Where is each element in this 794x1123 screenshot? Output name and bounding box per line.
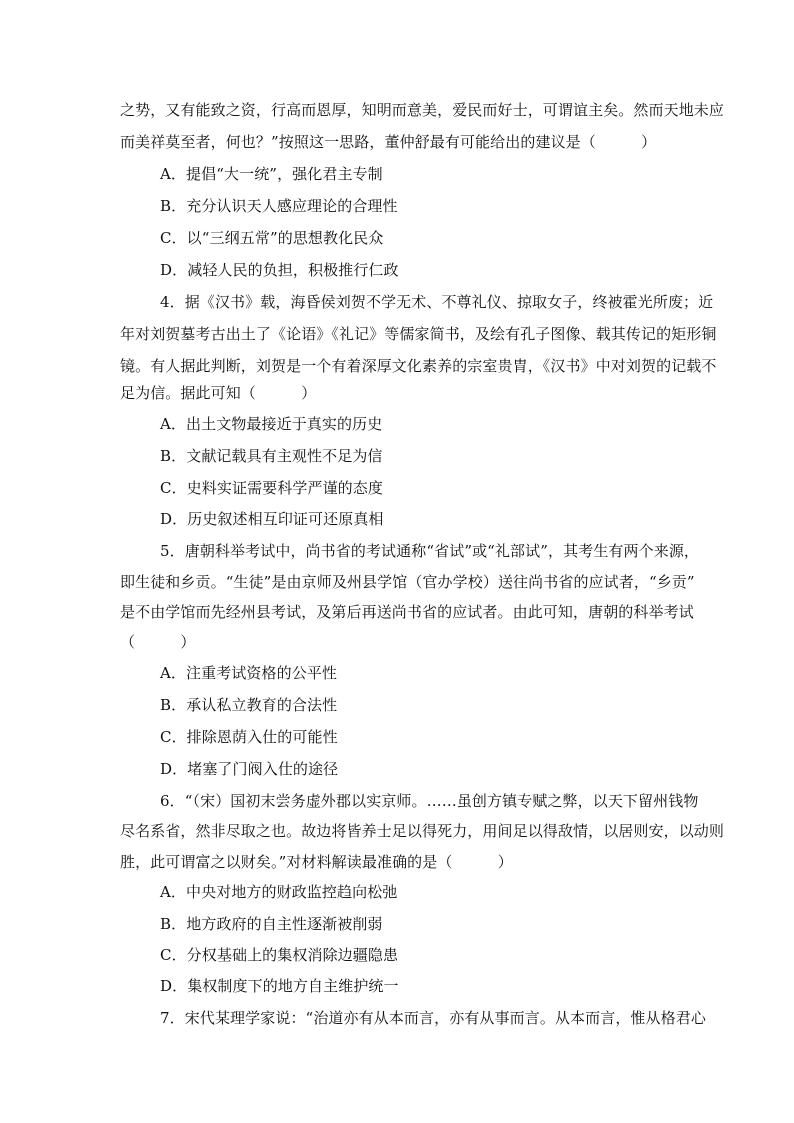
option-b: B．文献记载具有主观性不足为信 — [160, 447, 383, 465]
option-b: B．承认私立教育的合法性 — [160, 696, 338, 714]
question-7-line-1: 7．宋代某理学家说：“治道亦有从本而言，亦有从事而言。从本而言，惟从格君心 — [160, 1009, 706, 1027]
question-5-line-3: 是不由学馆而先经州县考试，及第后再送尚书省的应试者。由此可知，唐朝的科举考试 — [120, 603, 694, 621]
question-6-line-2: 尽名系省，然非尽取之也。故边将皆养士足以得死力，用间足以得敌情，以居则安，以动则 — [120, 822, 725, 840]
question-4-line-1: 4．据《汉书》载，海昏侯刘贺不学无术、不尊礼仪、掠取女子，终被霍光所废；近 — [160, 293, 714, 311]
question-5-line-4: （ ） — [120, 633, 196, 651]
intro-line-2: 而美祥莫至者，何也？”按照这一思路，董仲舒最有可能给出的建议是（ ） — [120, 133, 657, 151]
option-c: C．分权基础上的集权消除边疆隐患 — [160, 946, 399, 964]
question-5-line-1: 5．唐朝科举考试中，尚书省的考试通称“省试”或“礼部试”，其考生有两个来源， — [160, 542, 700, 560]
question-6-line-3: 胜，此可谓富之以财矣。”对材料解读最准确的是（ ） — [120, 853, 513, 871]
option-a: A．注重考试资格的公平性 — [160, 664, 338, 682]
question-5-line-2: 即生徒和乡贡。“生徒”是由京师及州县学馆（官办学校）送往尚书省的应试者，“乡贡” — [120, 573, 695, 591]
intro-line-1: 之势，又有能致之资，行高而恩厚，知明而意美，爱民而好士，可谓谊主矣。然而天地未应 — [120, 101, 725, 119]
option-b: B．地方政府的自主性逐渐被削弱 — [160, 915, 383, 933]
option-a: A．出土文物最接近于真实的历史 — [160, 415, 383, 433]
option-b: B．充分认识天人感应理论的合理性 — [160, 197, 398, 215]
option-d: D．堵塞了门阀入仕的途径 — [160, 760, 339, 778]
option-d: D．集权制度下的地方自主维护统一 — [160, 977, 399, 995]
option-c: C．史料实证需要科学严谨的态度 — [160, 479, 383, 497]
option-d: D．历史叙述相互印证可还原真相 — [160, 510, 384, 528]
question-4-line-4: 足为信。据此可知（ ） — [120, 384, 317, 402]
option-a: A．中央对地方的财政监控趋向松弛 — [160, 883, 398, 901]
question-6-line-1: 6．“（宋）国初末尝务虚外郡以实京师。……虽创方镇专赋之弊，以天下留州钱物 — [160, 792, 699, 810]
question-4-line-3: 镜。有人据此判断，刘贺是一个有着深厚文化素养的宗室贵胄，《汉书》中对刘贺的记载不 — [120, 357, 717, 375]
option-a: A．提倡“大一统”，强化君主专制 — [160, 165, 383, 183]
question-4-line-2: 年对刘贺墓考古出土了《论语》《礼记》等儒家简书，及绘有孔子图像、载其传记的矩形铜 — [120, 325, 717, 343]
option-c: C．以“三纲五常”的思想教化民众 — [160, 229, 384, 247]
option-d: D．减轻人民的负担，积极推行仁政 — [160, 261, 399, 279]
option-c: C．排除恩荫入仕的可能性 — [160, 728, 338, 746]
